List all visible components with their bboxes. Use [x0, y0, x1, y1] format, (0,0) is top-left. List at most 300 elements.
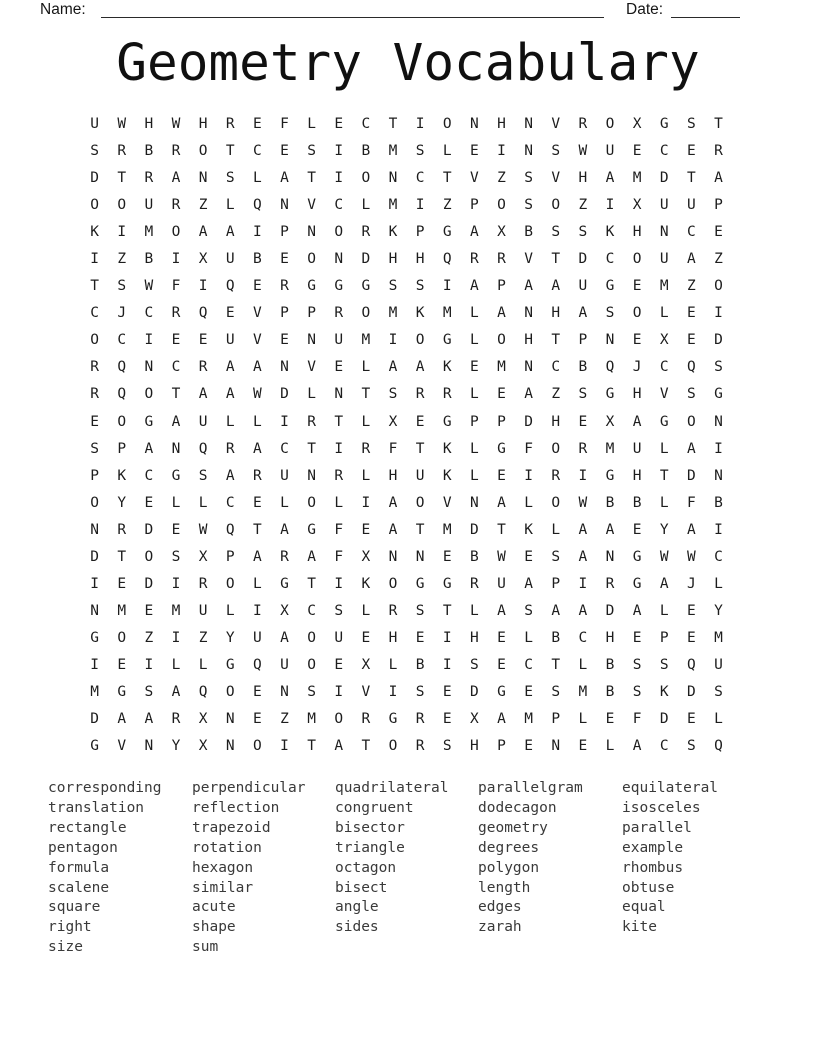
grid-letter: D	[469, 521, 479, 538]
grid-letter: I	[578, 467, 588, 484]
grid-letter: L	[469, 467, 479, 484]
grid-letter: W	[659, 548, 669, 565]
grid-letter: A	[171, 170, 181, 187]
grid-letter: L	[252, 413, 262, 430]
grid-letter: M	[90, 683, 99, 700]
grid-letter: N	[714, 413, 723, 430]
grid-letter: X	[632, 116, 642, 132]
grid-letter: E	[686, 332, 696, 349]
grid-letter: P	[280, 305, 289, 322]
grid-letter: O	[117, 413, 127, 430]
grid-letter: W	[497, 548, 506, 565]
grid-letter: C	[659, 143, 669, 160]
grid-letter: O	[90, 197, 99, 214]
word-list-item: rectangle	[48, 819, 127, 836]
grid-letter: S	[144, 683, 154, 700]
date-label: Date:	[626, 1, 664, 18]
grid-letter: N	[171, 440, 181, 457]
grid-letter: L	[714, 575, 723, 592]
grid-letter: O	[117, 629, 127, 646]
word-list-item: bisect	[335, 879, 388, 896]
grid-letter: U	[144, 197, 154, 214]
word-list-item: equilateral	[622, 780, 719, 796]
grid-letter: R	[361, 440, 371, 457]
grid-letter: K	[388, 224, 398, 241]
grid-letter: A	[307, 548, 316, 565]
grid-letter: I	[198, 278, 208, 295]
grid-letter: L	[198, 494, 208, 511]
grid-letter: I	[144, 656, 154, 673]
grid-letter: O	[714, 278, 723, 295]
grid-letter: O	[551, 494, 561, 511]
grid-letter: U	[225, 332, 235, 349]
grid-letter: E	[252, 711, 262, 728]
grid-letter: I	[442, 629, 452, 646]
grid-letter: E	[90, 413, 99, 430]
grid-letter: R	[415, 711, 425, 728]
grid-letter: D	[605, 602, 615, 619]
grid-letter: F	[686, 494, 696, 511]
grid-letter: E	[497, 467, 506, 484]
grid-letter: B	[524, 224, 533, 241]
grid-letter: R	[280, 278, 289, 295]
grid-letter: A	[225, 386, 235, 403]
word-list-item: quadrilateral	[335, 780, 449, 796]
grid-letter: G	[632, 548, 642, 565]
grid-letter: P	[551, 711, 561, 728]
grid-letter: H	[632, 224, 642, 241]
grid-letter: F	[171, 278, 181, 295]
grid-letter: T	[307, 575, 316, 592]
grid-letter: I	[280, 738, 289, 755]
grid-letter: D	[280, 386, 289, 403]
grid-letter: G	[361, 278, 371, 295]
grid-letter: E	[252, 278, 262, 295]
word-list-item: angle	[335, 899, 379, 916]
grid-letter: I	[524, 467, 533, 484]
grid-letter: O	[388, 575, 398, 592]
grid-letter: Q	[198, 683, 208, 700]
grid-letter: L	[361, 602, 371, 619]
grid-letter: N	[144, 738, 154, 755]
grid-letter: A	[524, 278, 533, 295]
grid-letter: I	[252, 602, 262, 619]
grid-letter: T	[551, 251, 561, 268]
grid-letter: S	[469, 656, 479, 673]
grid-letter: Q	[686, 656, 696, 673]
grid-letter: O	[90, 332, 99, 349]
grid-letter: I	[171, 629, 181, 646]
grid-letter: Z	[198, 629, 208, 646]
grid-letter: L	[469, 305, 479, 322]
grid-letter: E	[280, 251, 289, 268]
word-list-item: corresponding	[48, 780, 162, 796]
grid-letter: S	[388, 278, 398, 295]
grid-letter: O	[632, 305, 642, 322]
grid-letter: C	[252, 143, 262, 160]
grid-letter: A	[388, 359, 398, 376]
grid-letter: O	[252, 738, 262, 755]
grid-letter: N	[307, 332, 316, 349]
grid-letter: M	[659, 278, 669, 295]
grid-letter: P	[225, 548, 235, 565]
grid-letter: E	[578, 738, 588, 755]
grid-letter: S	[605, 305, 615, 322]
grid-letter: I	[578, 575, 588, 592]
name-blank-line	[101, 17, 604, 18]
grid-letter: I	[442, 656, 452, 673]
grid-letter: T	[225, 143, 235, 160]
word-list-column	[478, 779, 583, 938]
word-list-item: equal	[622, 899, 666, 916]
grid-letter: L	[442, 143, 452, 160]
grid-letter: S	[686, 116, 696, 132]
grid-letter: T	[307, 738, 316, 755]
grid-letter: O	[334, 711, 344, 728]
grid-letter: D	[686, 467, 696, 484]
grid-letter: H	[144, 116, 154, 132]
grid-letter: E	[171, 521, 181, 538]
grid-letter: R	[334, 467, 344, 484]
grid-letter: D	[90, 170, 99, 187]
word-list-item: scalene	[48, 879, 110, 896]
grid-letter: U	[578, 278, 588, 295]
grid-letter: S	[198, 467, 208, 484]
grid-letter: C	[225, 494, 235, 511]
grid-letter: R	[117, 521, 127, 538]
grid-letter: N	[605, 332, 615, 349]
word-list-column	[622, 779, 718, 938]
grid-letter: L	[659, 494, 669, 511]
grid-letter: U	[415, 467, 425, 484]
grid-letter: R	[171, 143, 181, 160]
grid-letter: L	[252, 575, 262, 592]
grid-letter: T	[714, 116, 723, 132]
grid-letter: N	[388, 170, 398, 187]
grid-letter: D	[578, 251, 588, 268]
grid-letter: E	[442, 711, 452, 728]
grid-letter: N	[388, 548, 398, 565]
grid-letter: L	[252, 170, 262, 187]
grid-letter: U	[497, 575, 506, 592]
grid-letter: F	[632, 711, 642, 728]
grid-letter: H	[632, 386, 642, 403]
grid-letter: H	[469, 738, 479, 755]
grid-letter: W	[171, 116, 181, 132]
grid-letter: U	[605, 143, 615, 160]
grid-letter: S	[551, 683, 561, 700]
grid-letter: Q	[714, 738, 723, 755]
grid-letter: O	[361, 305, 371, 322]
grid-letter: N	[524, 305, 533, 322]
grid-letter: E	[605, 711, 615, 728]
grid-letter: A	[686, 440, 696, 457]
grid-letter: U	[714, 656, 723, 673]
grid-letter: K	[415, 305, 425, 322]
grid-letter: X	[605, 413, 615, 430]
grid-letter: Z	[198, 197, 208, 214]
word-search-grid	[81, 111, 732, 760]
grid-letter: M	[361, 332, 371, 349]
grid-letter: D	[90, 711, 99, 728]
grid-letter: X	[497, 224, 506, 241]
grid-letter: A	[198, 386, 208, 403]
grid-letter: H	[388, 251, 398, 268]
grid-letter: Y	[225, 629, 235, 646]
grid-letter: G	[307, 521, 316, 538]
grid-letter: R	[117, 143, 127, 160]
grid-letter: E	[578, 413, 588, 430]
grid-letter: A	[524, 386, 533, 403]
grid-letter: G	[497, 440, 506, 457]
grid-letter: G	[605, 386, 615, 403]
grid-letter: E	[361, 521, 371, 538]
grid-letter: E	[469, 143, 479, 160]
grid-letter: J	[117, 305, 127, 322]
grid-letter: A	[171, 413, 181, 430]
grid-letter: A	[632, 738, 642, 755]
grid-letter: E	[524, 548, 533, 565]
grid-letter: V	[524, 251, 533, 268]
grid-letter: S	[415, 143, 425, 160]
grid-letter: L	[714, 711, 723, 728]
grid-letter: O	[171, 224, 181, 241]
grid-letter: E	[171, 332, 181, 349]
grid-letter: Z	[117, 251, 127, 268]
grid-letter: O	[144, 386, 154, 403]
grid-letter: C	[551, 359, 561, 376]
grid-letter: E	[632, 143, 642, 160]
grid-letter: G	[90, 738, 99, 755]
grid-letter: Q	[117, 386, 127, 403]
grid-letter: M	[171, 602, 181, 619]
grid-letter: S	[225, 170, 235, 187]
grid-letter: P	[497, 738, 506, 755]
grid-letter: F	[388, 440, 398, 457]
grid-letter: B	[252, 251, 262, 268]
grid-letter: O	[198, 143, 208, 160]
word-list-item: zarah	[478, 919, 522, 936]
grid-letter: Z	[686, 278, 696, 295]
grid-letter: I	[334, 143, 344, 160]
grid-letter: E	[469, 359, 479, 376]
grid-letter: Q	[198, 305, 208, 322]
word-list-item: kite	[622, 919, 657, 936]
grid-letter: U	[198, 602, 208, 619]
grid-letter: A	[551, 278, 561, 295]
grid-letter: S	[578, 224, 588, 241]
grid-letter: A	[280, 629, 289, 646]
grid-letter: S	[686, 738, 696, 755]
grid-letter: B	[605, 656, 615, 673]
grid-letter: L	[469, 386, 479, 403]
grid-letter: I	[714, 305, 723, 322]
grid-letter: X	[198, 251, 208, 268]
grid-letter: M	[388, 197, 398, 214]
word-list-column	[192, 779, 306, 958]
grid-letter: K	[361, 575, 371, 592]
grid-letter: G	[171, 467, 181, 484]
grid-letter: S	[551, 224, 561, 241]
grid-letter: K	[442, 359, 452, 376]
grid-letter: E	[686, 305, 696, 322]
grid-letter: W	[144, 278, 154, 295]
grid-letter: G	[415, 575, 425, 592]
grid-letter: S	[415, 683, 425, 700]
word-list-item: rhombus	[622, 859, 684, 876]
grid-letter: C	[659, 359, 669, 376]
grid-letter: L	[225, 602, 235, 619]
grid-letter: J	[686, 575, 696, 592]
grid-letter: A	[334, 738, 344, 755]
word-list-item: parallelgram	[478, 780, 583, 796]
grid-letter: B	[714, 494, 723, 511]
grid-letter: I	[90, 575, 99, 592]
grid-letter: I	[171, 575, 181, 592]
grid-letter: C	[117, 332, 127, 349]
grid-letter: L	[524, 494, 533, 511]
grid-letter: P	[117, 440, 127, 457]
grid-letter: S	[90, 440, 99, 457]
grid-letter: N	[198, 170, 208, 187]
grid-letter: A	[252, 548, 262, 565]
grid-letter: S	[334, 602, 344, 619]
grid-letter: P	[497, 278, 506, 295]
grid-letter: H	[524, 332, 533, 349]
grid-letter: E	[280, 143, 289, 160]
grid-letter: L	[659, 602, 669, 619]
grid-letter: R	[198, 359, 208, 376]
grid-letter: B	[551, 629, 561, 646]
grid-letter: E	[117, 575, 127, 592]
grid-letter: A	[280, 170, 289, 187]
grid-letter: D	[361, 251, 371, 268]
grid-letter: E	[225, 305, 235, 322]
grid-letter: R	[171, 711, 181, 728]
grid-letter: U	[252, 629, 262, 646]
grid-letter: E	[497, 656, 506, 673]
grid-letter: G	[225, 656, 235, 673]
grid-letter: S	[632, 656, 642, 673]
grid-letter: E	[252, 494, 262, 511]
grid-letter: S	[632, 683, 642, 700]
grid-letter: Z	[280, 711, 289, 728]
word-list	[0, 779, 816, 979]
grid-letter: A	[578, 548, 588, 565]
grid-letter: N	[225, 738, 235, 755]
grid-letter: E	[334, 359, 344, 376]
grid-letter: P	[280, 224, 289, 241]
grid-letter: F	[334, 521, 344, 538]
grid-letter: N	[469, 494, 479, 511]
grid-letter: L	[605, 738, 615, 755]
grid-letter: N	[144, 359, 154, 376]
grid-letter: R	[551, 467, 561, 484]
grid-letter: T	[90, 278, 99, 295]
grid-letter: F	[524, 440, 533, 457]
grid-letter: O	[144, 548, 154, 565]
grid-letter: Z	[551, 386, 561, 403]
grid-letter: H	[388, 629, 398, 646]
grid-letter: I	[442, 278, 452, 295]
grid-letter: N	[469, 116, 479, 132]
grid-letter: Z	[714, 251, 723, 268]
grid-letter: R	[198, 575, 208, 592]
grid-letter: S	[714, 683, 723, 700]
grid-letter: B	[469, 548, 479, 565]
grid-letter: V	[551, 116, 561, 132]
grid-letter: B	[605, 494, 615, 511]
grid-letter: R	[90, 359, 99, 376]
grid-letter: L	[524, 629, 533, 646]
grid-letter: E	[117, 656, 127, 673]
grid-letter: S	[686, 386, 696, 403]
grid-letter: E	[497, 629, 506, 646]
grid-letter: O	[117, 197, 127, 214]
grid-letter: N	[551, 738, 561, 755]
grid-letter: L	[578, 711, 588, 728]
word-list-item: rotation	[192, 839, 262, 856]
word-list-column	[48, 779, 162, 958]
grid-letter: C	[90, 305, 99, 322]
grid-letter: K	[117, 467, 127, 484]
grid-letter: O	[307, 656, 316, 673]
grid-letter: T	[551, 332, 561, 349]
grid-letter: C	[659, 738, 669, 755]
grid-letter: G	[388, 711, 398, 728]
grid-letter: K	[524, 521, 533, 538]
grid-letter: L	[578, 656, 588, 673]
grid-letter: E	[686, 629, 696, 646]
grid-letter: E	[632, 521, 642, 538]
grid-letter: E	[632, 278, 642, 295]
grid-letter: S	[524, 602, 533, 619]
grid-letter: O	[334, 224, 344, 241]
word-list-item: degrees	[478, 839, 540, 856]
grid-letter: X	[198, 711, 208, 728]
word-list-item: bisector	[335, 819, 405, 836]
grid-letter: H	[632, 467, 642, 484]
grid-letter: P	[551, 575, 561, 592]
grid-letter: Z	[144, 629, 154, 646]
grid-letter: S	[90, 143, 99, 160]
grid-letter: R	[171, 305, 181, 322]
grid-letter: G	[632, 575, 642, 592]
grid-letter: G	[659, 413, 669, 430]
grid-letter: O	[307, 629, 316, 646]
grid-letter: D	[524, 413, 533, 430]
grid-letter: I	[388, 683, 398, 700]
grid-letter: R	[578, 116, 588, 132]
word-list-item: translation	[48, 799, 145, 816]
grid-letter: X	[659, 332, 669, 349]
grid-letter: Y	[659, 521, 669, 538]
grid-letter: O	[497, 197, 506, 214]
grid-letter: N	[280, 359, 289, 376]
grid-letter: U	[280, 656, 289, 673]
grid-letter: A	[117, 711, 127, 728]
word-list-item: congruent	[335, 799, 414, 816]
grid-letter: L	[469, 440, 479, 457]
grid-letter: T	[415, 521, 425, 538]
grid-letter: F	[334, 548, 344, 565]
grid-letter: M	[578, 683, 588, 700]
grid-letter: L	[659, 305, 669, 322]
date-blank-line	[671, 17, 740, 18]
grid-letter: C	[144, 467, 154, 484]
grid-letter: D	[469, 683, 479, 700]
grid-letter: N	[659, 224, 669, 241]
